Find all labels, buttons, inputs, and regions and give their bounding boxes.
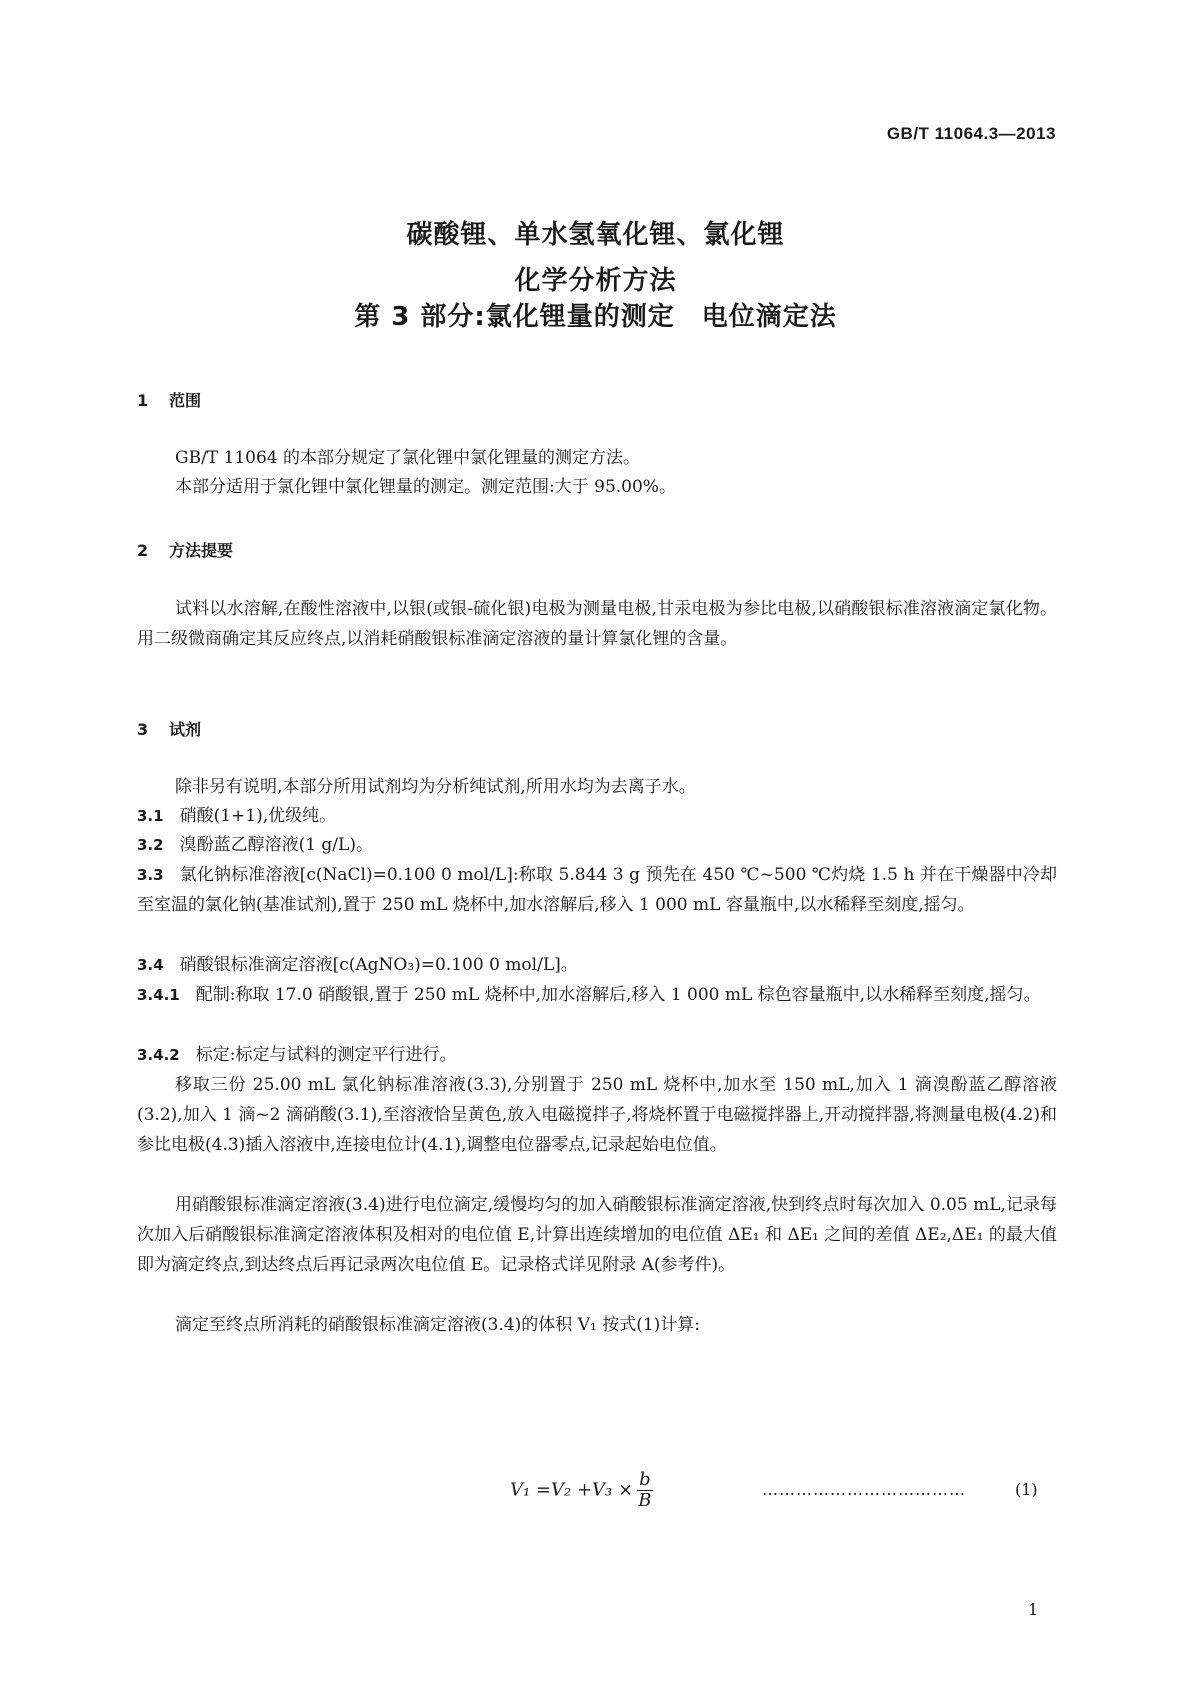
clause-number: 3.3 xyxy=(137,866,164,884)
clause-number: 3.2 xyxy=(137,836,164,854)
clause-text: 溴酚蓝乙醇溶液(1 g/L)。 xyxy=(179,835,373,855)
clause-number: 3.4.1 xyxy=(137,986,180,1004)
section-title: 试剂 xyxy=(169,720,202,739)
clause-3-4-1 xyxy=(137,980,1057,1010)
formula-1 xyxy=(510,1470,653,1511)
section-1-paragraph-2: 本部分适用于氯化锂中氯化锂量的测定。测定范围:大于 95.00%。 xyxy=(175,477,676,497)
clause-text: 硝酸(1+1),优级纯。 xyxy=(179,806,337,826)
section-title: 方法提要 xyxy=(169,541,234,560)
clause-3-4-2 xyxy=(137,1040,1057,1070)
calibration-paragraph-1: 移取三份 25.00 mL 氯化钠标准溶液(3.3),分别置于 250 mL 烧杯中,加水至 150 mL,加入 1 滴溴酚蓝乙醇溶液(3.2),加入 1 滴~2 滴硝酸(3.1),至溶液恰呈黄色,放入电磁搅拌子,将烧杯置于电磁搅拌器上,开动搅拌器,将测量电极(4.2)和参比电极(4.3)插入溶液中,连接电位计(4.1),调整电位器零点,记录起始电位值。 xyxy=(137,1075,1057,1155)
section-1-paragraph-1: GB/T 11064 的本部分规定了氯化锂中氯化锂量的测定方法。 xyxy=(175,448,641,468)
fraction-numerator: b xyxy=(639,1469,651,1490)
clause-3-2 xyxy=(137,830,1057,860)
calibration-paragraph-3: 滴定至终点所消耗的硝酸银标准滴定溶液(3.4)的体积 V₁ 按式(1)计算: xyxy=(175,1315,701,1335)
calibration-paragraph-2: 用硝酸银标准滴定溶液(3.4)进行电位滴定,缓慢均匀的加入硝酸银标准滴定溶液,快到终点时每次加入 0.05 mL,记录每次加入后硝酸银标准滴定溶液体积及相对的电位值 E,计算出连续增加的电位值 ΔE₁ 和 ΔE₁ 之间的差值 ΔE₂,ΔE₁ 的最大值即为滴定终点,到达终点后再记录两次电位值 E。记录格式详见附录 A(参考件)。 xyxy=(137,1195,1057,1275)
document-code: GB/T 11064.3—2013 xyxy=(886,124,1056,143)
section-number: 3 xyxy=(137,720,149,739)
section-2-paragraph: 试料以水溶解,在酸性溶液中,以银(或银-硫化银)电极为测量电极,甘汞电极为参比电极,以硝酸银标准溶液滴定氯化物。用二级微商确定其反应终点,以消耗硝酸银标准滴定溶液的量计算氯化锂的含量。 xyxy=(137,599,1057,649)
clause-3-4 xyxy=(137,950,1057,980)
formula-lhs: V₁ =V₂ +V₃ × xyxy=(510,1479,634,1501)
section-title: 范围 xyxy=(169,391,202,410)
section-number: 1 xyxy=(137,391,149,410)
section-2-heading xyxy=(137,538,233,561)
title-line-2: 化学分析方法 xyxy=(514,266,677,296)
section-1-heading xyxy=(137,388,201,411)
equation-number: (1) xyxy=(1015,1480,1038,1499)
clause-text: 氯化钠标准溶液[c(NaCl)=0.100 0 mol/L]:称取 5.844 3 g 预先在 450 ℃~500 ℃灼烧 1.5 h 并在干燥器中冷却至室温的氯化钠(基准试剂),置于 250 mL 烧杯中,加水溶解后,移入 1 000 mL 容量瓶中,以水稀释至刻度,摇匀。 xyxy=(137,865,1057,915)
section-number: 2 xyxy=(137,541,149,560)
clause-text: 硝酸银标准滴定溶液[c(AgNO₃)=0.100 0 mol/L]。 xyxy=(179,955,578,975)
clause-number: 3.4.2 xyxy=(137,1046,180,1064)
clause-number: 3.4 xyxy=(137,956,164,974)
clause-3-1 xyxy=(137,801,1057,831)
clause-text: 标定:标定与试料的测定平行进行。 xyxy=(195,1045,457,1065)
clause-number: 3.1 xyxy=(137,807,164,825)
fraction-denominator: B xyxy=(638,1490,652,1511)
page-number: 1 xyxy=(1028,1600,1039,1619)
section-3-intro: 除非另有说明,本部分所用试剂均为分析纯试剂,所用水均为去离子水。 xyxy=(175,777,696,797)
formula-fraction xyxy=(637,1470,653,1511)
clause-text: 配制:称取 17.0 硝酸银,置于 250 mL 烧杯中,加水溶解后,移入 1 000 mL 棕色容量瓶中,以水稀释至刻度,摇匀。 xyxy=(195,985,1041,1005)
title-line-3: 第 3 部分:氯化锂量的测定 电位滴定法 xyxy=(354,302,837,332)
title-line-1: 碳酸锂、单水氢氧化锂、氯化锂 xyxy=(406,220,785,250)
formula-leader-dots: ……………………………… xyxy=(762,1480,966,1499)
section-3-heading xyxy=(137,717,201,740)
clause-3-3 xyxy=(137,860,1057,920)
